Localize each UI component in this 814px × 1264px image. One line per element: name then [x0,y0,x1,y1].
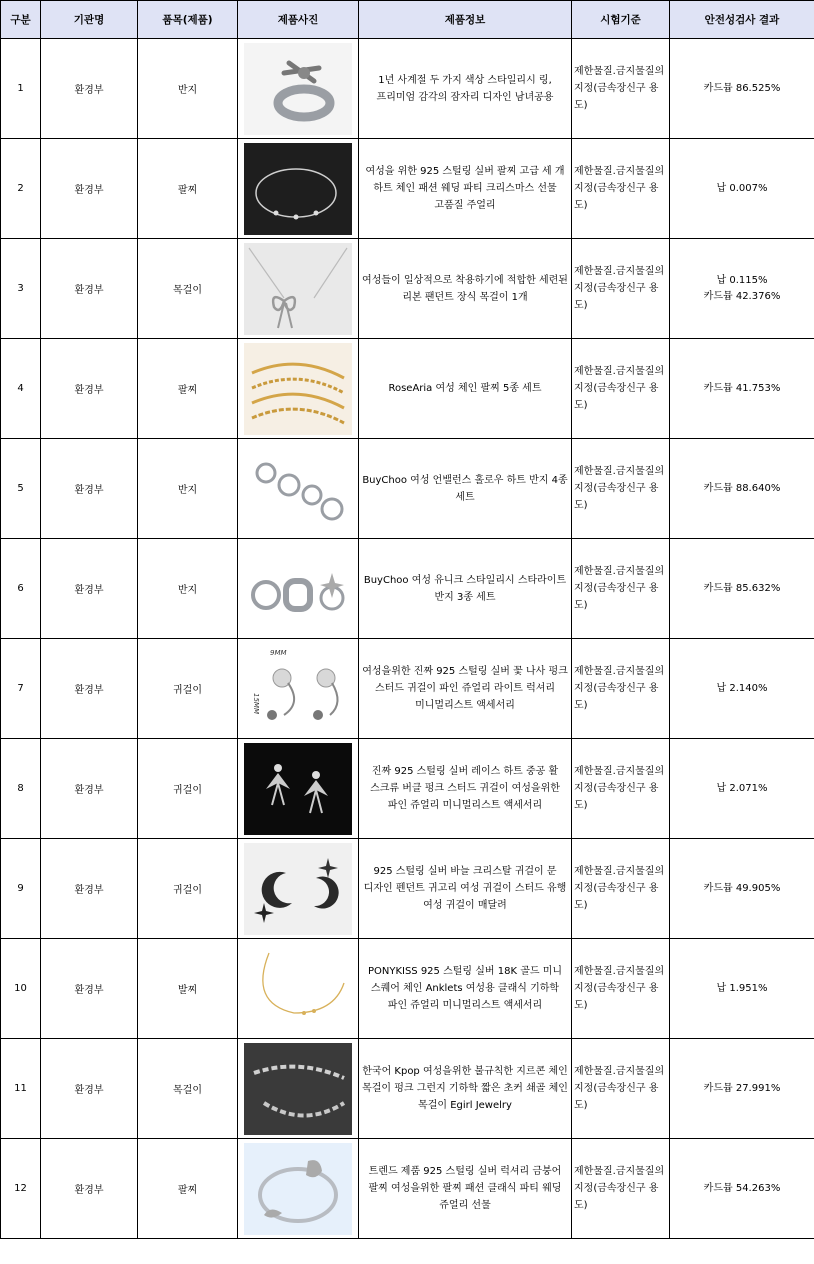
test-result: 납 0.007% [670,139,814,239]
item-category: 팔찌 [138,1139,238,1239]
test-result: 카드뮴 41.753% [670,339,814,439]
test-result: 카드뮴 88.640% [670,439,814,539]
test-standard: 제한물질.금지물질의 지정(금속장신구 용도) [572,139,670,239]
test-standard: 제한물질.금지물질의 지정(금속장신구 용도) [572,39,670,139]
product-photo [238,839,359,939]
header-standard: 시험기준 [572,1,670,39]
item-category: 팔찌 [138,139,238,239]
test-standard: 제한물질.금지물질의 지정(금속장신구 용도) [572,339,670,439]
product-photo [238,939,359,1039]
test-result: 납 1.951% [670,939,814,1039]
product-info: BuyChoo 여성 유니크 스타일리시 스타라이트 반지 3종 세트 [359,539,572,639]
svg-text:9MM: 9MM [270,648,287,657]
product-info: 한국어 Kpop 여성을위한 불규칙한 지르콘 체인 목걸이 펑크 그런지 기하학 짧은 초커 쇄골 체인 목걸이 Egirl Jewelry [359,1039,572,1139]
header-row [1,1,814,39]
product-photo [238,739,359,839]
row-number: 10 [1,939,41,1039]
table-row [1,839,814,939]
item-category: 반지 [138,439,238,539]
table-row [1,439,814,539]
product-info: 1년 사계절 두 가지 색상 스타일리시 링, 프리미엄 감각의 잠자리 디자인 남녀공용 [359,39,572,139]
product-info: 여성을위한 진짜 925 스털링 실버 꽃 나사 펑크 스터드 귀걸이 파인 쥬얼리 라이트 럭셔리 미니멀리스트 액세서리 [359,639,572,739]
test-standard: 제한물질.금지물질의 지정(금속장신구 용도) [572,939,670,1039]
org-name: 환경부 [41,839,138,939]
gold-chain-bracelet-photo [244,343,352,435]
product-info: 진짜 925 스털링 실버 레이스 하트 중공 활 스크류 버클 펑크 스터드 귀걸이 여성을위한 파인 쥬얼리 미니멀리스트 액세서리 [359,739,572,839]
row-number: 12 [1,1139,41,1239]
product-info: 여성을 위한 925 스털링 실버 팔찌 고급 세 개 하트 체인 패션 웨딩 파티 크리스마스 선물 고품질 주얼리 [359,139,572,239]
item-category: 발찌 [138,939,238,1039]
row-number: 2 [1,139,41,239]
product-photo [238,439,359,539]
product-photo [238,339,359,439]
org-name: 환경부 [41,439,138,539]
test-result: 카드뮴 86.525% [670,39,814,139]
header-result: 안전성검사 결과 [670,1,814,39]
table-row [1,939,814,1039]
test-standard: 제한물질.금지물질의 지정(금속장신구 용도) [572,839,670,939]
org-name: 환경부 [41,39,138,139]
test-result: 카드뮴 49.905% [670,839,814,939]
heart-bracelet-photo [244,143,352,235]
hollow-heart-rings-photo [244,443,352,535]
row-number: 9 [1,839,41,939]
table-row [1,139,814,239]
item-category: 반지 [138,39,238,139]
product-photo [238,639,359,739]
row-number: 11 [1,1039,41,1139]
test-result: 납 2.071% [670,739,814,839]
org-name: 환경부 [41,1139,138,1239]
product-info: 925 스털링 실버 바늘 크리스탈 귀걸이 문 디자인 펜던트 귀고리 여성 귀걸이 스터드 유행 여성 귀걸이 매달려 [359,839,572,939]
ribbon-necklace-photo [244,243,352,335]
test-standard: 제한물질.금지물질의 지정(금속장신구 용도) [572,639,670,739]
bow-earrings-photo [244,743,352,835]
table-row [1,639,814,739]
org-name: 환경부 [41,939,138,1039]
product-photo [238,39,359,139]
test-result: 카드뮴 27.991% [670,1039,814,1139]
product-photo [238,1139,359,1239]
item-category: 귀걸이 [138,639,238,739]
header-item: 품목(제품) [138,1,238,39]
product-info: RoseAria 여성 체인 팔찌 5종 세트 [359,339,572,439]
item-category: 목걸이 [138,1039,238,1139]
product-info: PONYKISS 925 스털링 실버 18K 골드 미니 스퀘어 체인 Anklets 여성용 클래식 기하학 파인 쥬얼리 미니멀리스트 액세서리 [359,939,572,1039]
product-photo [238,539,359,639]
test-standard: 제한물질.금지물질의 지정(금속장신구 용도) [572,439,670,539]
item-category: 반지 [138,539,238,639]
org-name: 환경부 [41,339,138,439]
goldfish-bangle-photo [244,1143,352,1235]
test-standard: 제한물질.금지물질의 지정(금속장신구 용도) [572,739,670,839]
test-standard: 제한물질.금지물질의 지정(금속장신구 용도) [572,539,670,639]
table-row [1,1139,814,1239]
product-photo [238,1039,359,1139]
header-org: 기관명 [41,1,138,39]
org-name: 환경부 [41,1039,138,1139]
header-info: 제품정보 [359,1,572,39]
table-row [1,39,814,139]
starlight-rings-photo [244,543,352,635]
row-number: 5 [1,439,41,539]
test-standard: 제한물질.금지물질의 지정(금속장신구 용도) [572,239,670,339]
test-result: 납 2.140% [670,639,814,739]
header-photo: 제품사진 [238,1,359,39]
product-info: BuyChoo 여성 언밸런스 홀로우 하트 반지 4종 세트 [359,439,572,539]
test-result: 납 0.115% 카드뮴 42.376% [670,239,814,339]
item-category: 목걸이 [138,239,238,339]
table-row [1,239,814,339]
table-row [1,339,814,439]
test-result: 카드뮴 85.632% [670,539,814,639]
row-number: 7 [1,639,41,739]
moon-star-earrings-photo [244,843,352,935]
test-standard: 제한물질.금지물질의 지정(금속장신구 용도) [572,1139,670,1239]
org-name: 환경부 [41,139,138,239]
item-category: 귀걸이 [138,839,238,939]
gold-anklet-photo [244,943,352,1035]
dragonfly-ring-photo [244,43,352,135]
table-row [1,1039,814,1139]
org-name: 환경부 [41,239,138,339]
twisted-chain-necklace-photo [244,1043,352,1135]
row-number: 4 [1,339,41,439]
product-info: 트렌드 제품 925 스털링 실버 럭셔리 금붕어 팔찌 여성을위한 팔찌 패션 클래식 파티 웨딩 쥬얼리 선물 [359,1139,572,1239]
row-number: 3 [1,239,41,339]
item-category: 팔찌 [138,339,238,439]
table-row [1,739,814,839]
row-number: 8 [1,739,41,839]
product-photo [238,239,359,339]
org-name: 환경부 [41,639,138,739]
row-number: 1 [1,39,41,139]
item-category: 귀걸이 [138,739,238,839]
test-result: 카드뮴 54.263% [670,1139,814,1239]
flower-earrings-photo [244,643,352,735]
row-number: 6 [1,539,41,639]
product-photo [238,139,359,239]
svg-text:15MM: 15MM [252,692,260,714]
org-name: 환경부 [41,539,138,639]
table-row [1,539,814,639]
test-standard: 제한물질.금지물질의 지정(금속장신구 용도) [572,1039,670,1139]
product-info: 여성들이 일상적으로 착용하기에 적합한 세련된 리본 팬던트 장식 목걸이 1개 [359,239,572,339]
org-name: 환경부 [41,739,138,839]
header-no: 구분 [1,1,41,39]
